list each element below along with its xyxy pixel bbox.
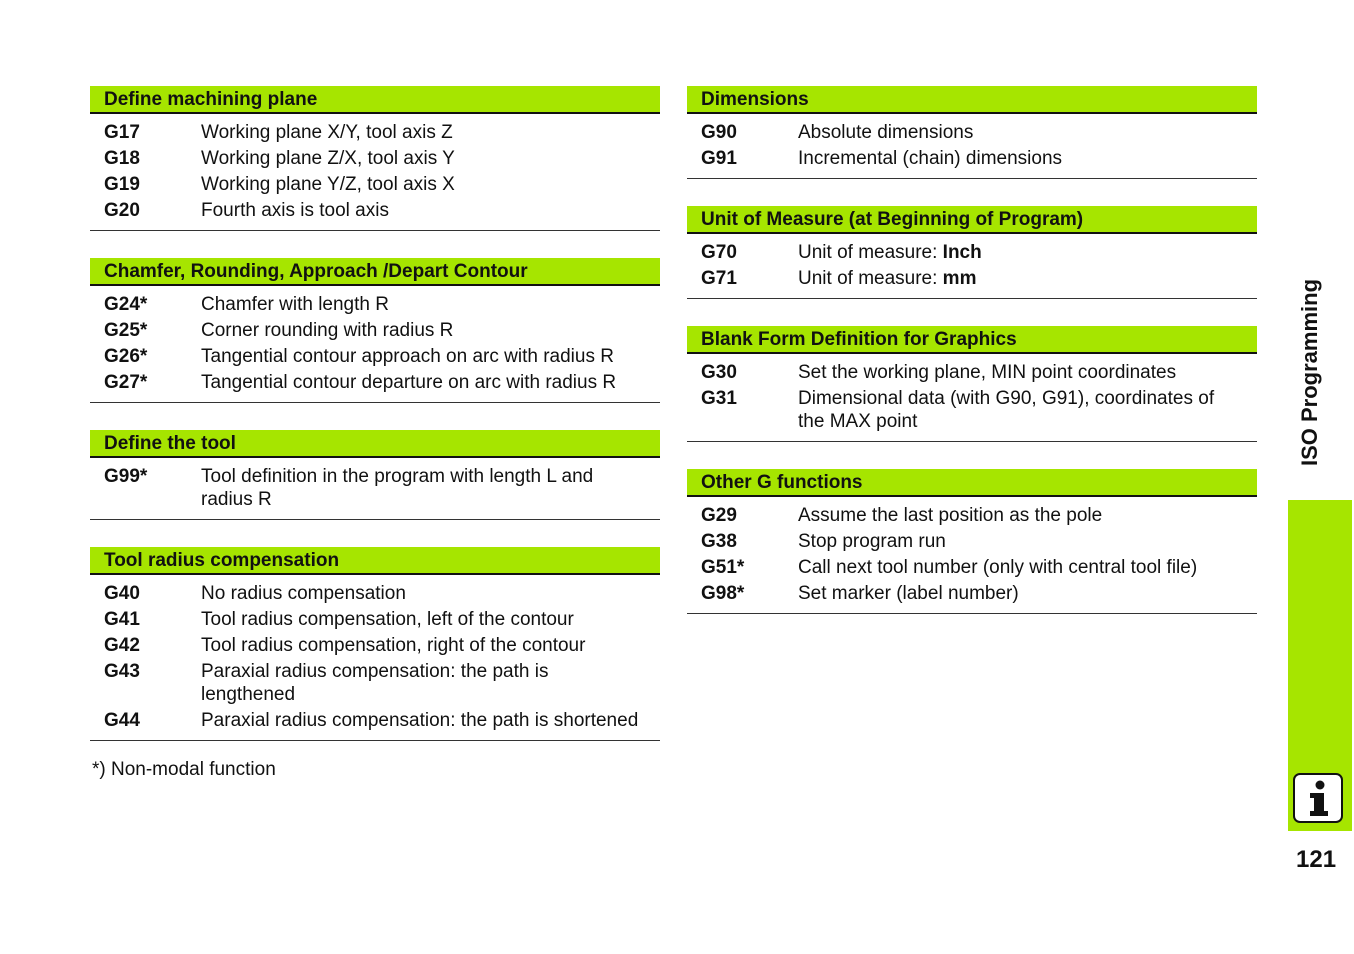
section-header: Unit of Measure (at Beginning of Program) [687, 206, 1257, 234]
table-row [90, 121, 660, 144]
g-code-description: Paraxial radius compensation: the path is shortened [201, 710, 639, 731]
g-code-description: Incremental (chain) dimensions [798, 148, 1063, 169]
section-tool-radius-compensation [90, 547, 660, 741]
g-code: G99* [104, 466, 148, 487]
section-header: Define machining plane [90, 86, 660, 114]
section-header: Blank Form Definition for Graphics [687, 326, 1257, 354]
section-rows [687, 497, 1257, 614]
g-code-description: Paraxial radius compensation: the path is lengthened [201, 661, 549, 705]
g-code-description [798, 267, 1243, 290]
g-code: G31 [701, 388, 737, 409]
g-code-description: Tool radius compensation, right of the contour [201, 635, 586, 656]
section-header: Chamfer, Rounding, Approach /Depart Contour [90, 258, 660, 286]
section-header: Define the tool [90, 430, 660, 458]
section-rows [90, 575, 660, 741]
g-code: G30 [701, 362, 737, 383]
table-row [90, 371, 660, 394]
g-code-description: Corner rounding with radius R [201, 320, 454, 341]
g-code: G91 [701, 148, 737, 169]
table-row [90, 582, 660, 605]
g-code-description: Call next tool number (only with central tool file) [798, 557, 1198, 578]
g-code-description: Tool radius compensation, left of the contour [201, 609, 574, 630]
g-code: G20 [104, 200, 140, 221]
description-text: Unit of measure: [798, 242, 943, 263]
table-row [687, 361, 1257, 384]
section-define-the-tool [90, 430, 660, 520]
g-code-description: Tangential contour departure on arc with radius R [201, 372, 617, 393]
g-code: G17 [104, 122, 140, 143]
table-row [90, 608, 660, 631]
right-column [687, 86, 1257, 641]
table-row [90, 634, 660, 657]
g-code: G71 [701, 268, 737, 289]
section-header: Other G functions [687, 469, 1257, 497]
g-code-description: Set the working plane, MIN point coordinates [798, 362, 1177, 383]
section-unit-of-measure [687, 206, 1257, 299]
g-code-description: Stop program run [798, 531, 946, 552]
section-header: Tool radius compensation [90, 547, 660, 575]
g-code-description: Set marker (label number) [798, 583, 1019, 604]
g-code: G25* [104, 320, 148, 341]
unit-value: mm [942, 268, 977, 289]
g-code: G70 [701, 242, 737, 263]
g-code-description: Tool definition in the program with length L and radius R [201, 466, 594, 510]
table-row [90, 147, 660, 170]
table-row [90, 465, 660, 511]
section-define-machining-plane [90, 86, 660, 231]
g-code: G90 [701, 122, 737, 143]
g-code: G42 [104, 635, 140, 656]
table-row [687, 121, 1257, 144]
g-code: G26* [104, 346, 148, 367]
table-row [687, 267, 1257, 290]
table-row [90, 199, 660, 222]
g-code: G41 [104, 609, 140, 630]
unit-value: Inch [942, 242, 982, 263]
section-chamfer-rounding [90, 258, 660, 403]
g-code: G40 [104, 583, 140, 604]
table-row [687, 556, 1257, 579]
g-code: G44 [104, 710, 140, 731]
info-icon [1293, 773, 1343, 823]
g-code-description: No radius compensation [201, 583, 406, 604]
g-code-description [798, 241, 1243, 264]
g-code: G98* [701, 583, 745, 604]
table-row [687, 147, 1257, 170]
description-text: Unit of measure: [798, 268, 943, 289]
g-code: G43 [104, 661, 140, 682]
section-other-g-functions [687, 469, 1257, 614]
g-code: G38 [701, 531, 737, 552]
left-column [90, 86, 660, 781]
g-code-description: Assume the last position as the pole [798, 505, 1103, 526]
table-row [90, 173, 660, 196]
table-row [90, 660, 660, 706]
g-code: G29 [701, 505, 737, 526]
section-rows [90, 458, 660, 520]
section-rows [90, 286, 660, 403]
g-code: G18 [104, 148, 140, 169]
g-code-description: Working plane Y/Z, tool axis X [201, 174, 455, 195]
section-header: Dimensions [687, 86, 1257, 114]
g-code-description: Dimensional data (with G90, G91), coordinates of the MAX point [798, 388, 1215, 432]
table-row [90, 345, 660, 368]
table-row [90, 319, 660, 342]
section-rows [687, 114, 1257, 179]
section-dimensions [687, 86, 1257, 179]
g-code-description: Working plane X/Y, tool axis Z [201, 122, 453, 143]
g-code: G27* [104, 372, 148, 393]
table-row [687, 582, 1257, 605]
g-code-description: Chamfer with length R [201, 294, 389, 315]
table-row [687, 387, 1257, 433]
table-row [687, 504, 1257, 527]
g-code-description: Tangential contour approach on arc with radius R [201, 346, 614, 367]
section-blank-form-definition [687, 326, 1257, 442]
g-code: G24* [104, 294, 148, 315]
g-code-description: Fourth axis is tool axis [201, 200, 389, 221]
g-code-description: Absolute dimensions [798, 122, 974, 143]
section-rows [687, 234, 1257, 299]
section-rows [90, 114, 660, 231]
table-row [90, 293, 660, 316]
table-row [90, 709, 660, 732]
table-row [687, 530, 1257, 553]
g-code: G51* [701, 557, 745, 578]
g-code-description: Working plane Z/X, tool axis Y [201, 148, 455, 169]
page-number: 121 [1296, 846, 1337, 873]
footnote: *) Non-modal function [92, 759, 276, 780]
section-rows [687, 354, 1257, 442]
chapter-side-label: ISO Programming [1297, 278, 1322, 466]
table-row [687, 241, 1257, 264]
g-code: G19 [104, 174, 140, 195]
